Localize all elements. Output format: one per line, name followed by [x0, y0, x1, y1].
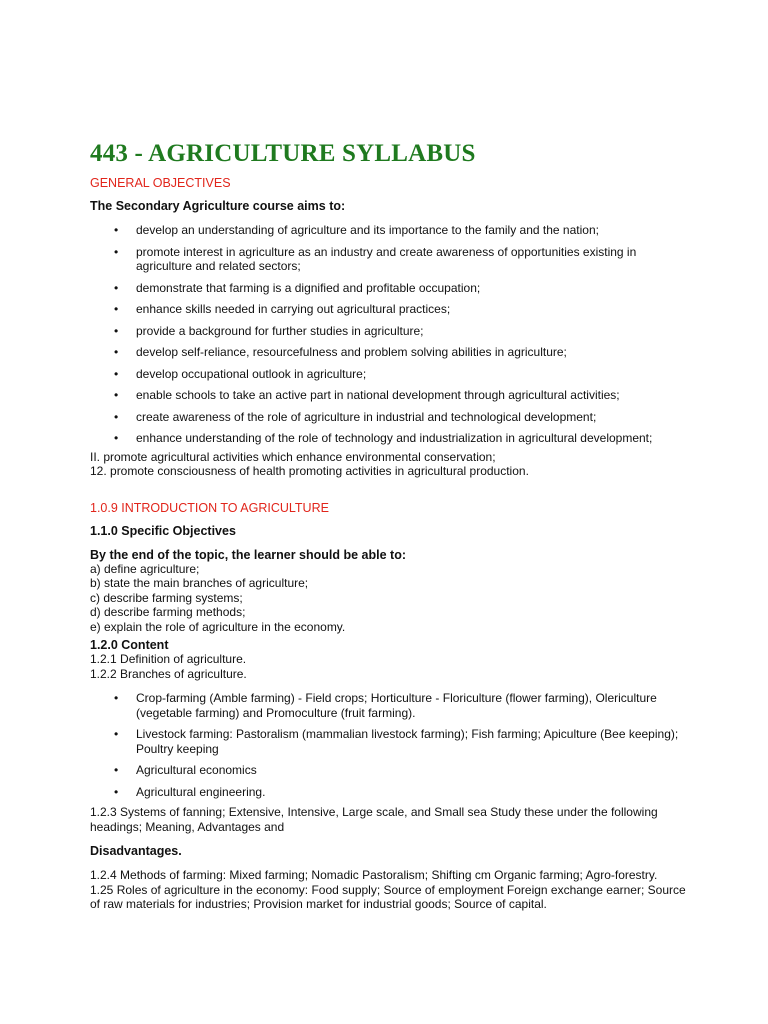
list-item: • create awareness of the role of agriculture in industrial and technological development; [114, 409, 597, 424]
bullet-icon: • [114, 302, 119, 316]
bullet-icon: • [114, 244, 119, 259]
content-line-definition: 1.2.1 Definition of agriculture. [90, 652, 247, 666]
list-item: • demonstrate that farming is a dignified and profitable occupation; [114, 280, 481, 295]
list-item: • Agricultural engineering. [114, 784, 266, 799]
specific-objectives-heading: 1.1.0 Specific Objectives [90, 523, 236, 538]
objective-e: e) explain the role of agriculture in the economy. [90, 619, 346, 634]
content-line-branches: 1.2.2 Branches of agriculture. [90, 666, 247, 681]
objective-c: c) describe farming systems; [90, 590, 243, 605]
list-item: • enhance understanding of the role of technology and industrialization in agricultural development; [114, 431, 653, 445]
list-item: • Agricultural economics [114, 763, 257, 777]
objective-d: d) describe farming methods; [90, 605, 246, 619]
general-objectives-heading: GENERAL OBJECTIVES [90, 176, 231, 190]
systems-of-farming: 1.2.3 Systems of fanning; Extensive, Intensive, Large scale, and Small sea Study these under the following headings; Meaning, Advantages and [90, 805, 658, 834]
bullet-icon: • [114, 691, 119, 705]
methods-of-farming: 1.2.4 Methods of farming: Mixed farming; Nomadic Pastoralism; Shifting cm Organic farming; Agro-forestry. [90, 868, 658, 882]
bullet-icon: • [114, 223, 119, 237]
bullet-icon: • [114, 431, 119, 445]
list-item: • provide a background for further studies in agriculture; [114, 323, 424, 338]
content-heading: 1.2.0 Content [90, 638, 169, 652]
list-item: • develop an understanding of agriculture and its importance to the family and the nation; [114, 223, 599, 237]
bullet-icon: • [114, 366, 119, 381]
list-item: • promote interest in agriculture as an industry and create awareness of opportunities existing in agriculture and related sectors; [114, 244, 637, 273]
bullet-icon: • [114, 280, 119, 295]
bullet-icon: • [114, 409, 119, 424]
course-aims-intro: The Secondary Agriculture course aims to: [90, 199, 346, 213]
introduction-heading: 1.0.9 INTRODUCTION TO AGRICULTURE [90, 500, 329, 515]
disadvantages-heading: Disadvantages. [90, 844, 182, 858]
objective-line-12: 12. promote consciousness of health promoting activities in agricultural production. [90, 464, 529, 478]
list-item: • Crop-farming (Amble farming) - Field crops; Horticulture - Floriculture (flower farming), Olericulture (vegetable farming) and Promoculture (fruit farming). [114, 691, 657, 720]
list-item: • enhance skills needed in carrying out agricultural practices; [114, 302, 451, 316]
document-page [90, 140, 690, 912]
bullet-icon: • [114, 784, 119, 799]
list-item: • develop self-reliance, resourcefulness and problem solving abilities in agriculture; [114, 345, 567, 359]
objective-line-11: II. promote agricultural activities which enhance environmental conservation; [90, 449, 496, 464]
bullet-icon: • [114, 388, 119, 402]
objective-a: a) define agriculture; [90, 561, 200, 576]
general-objectives-list [90, 223, 690, 446]
bullet-icon: • [114, 323, 119, 338]
bullet-icon: • [114, 345, 119, 359]
learner-intro: By the end of the topic, the learner should be able to: [90, 547, 407, 562]
page-title: 443 - AGRICULTURE SYLLABUS [90, 140, 476, 167]
list-item: • Livestock farming: Pastoralism (mammalian livestock farming); Fish farming; Apiculture (Bee keeping); Poultry keeping [114, 727, 679, 756]
list-item: • develop occupational outlook in agriculture; [114, 366, 367, 381]
roles-of-agriculture: 1.25 Roles of agriculture in the economy: Food supply; Source of employment Foreign exchange earner; Source of raw materials for industries; Provision market for industrial goods; Source of capital. [90, 882, 686, 911]
branches-list [90, 691, 690, 799]
bullet-icon: • [114, 763, 119, 777]
list-item: • enable schools to take an active part in national development through agricultural activities; [114, 388, 620, 402]
bullet-icon: • [114, 727, 119, 741]
objective-b: b) state the main branches of agriculture; [90, 576, 309, 590]
